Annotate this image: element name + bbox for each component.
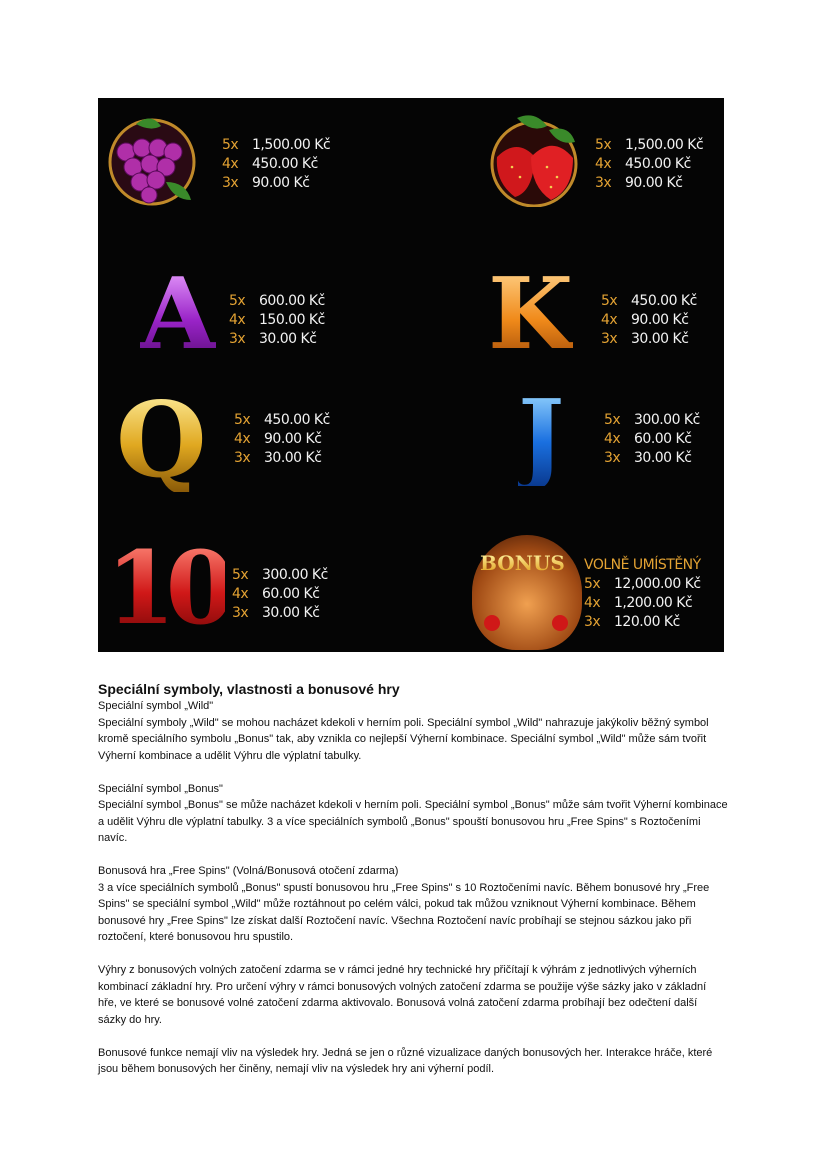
grapes-pays: 5x 1,500.00 Kč 4x 450.00 Kč 3x 90.00 Kč bbox=[222, 137, 331, 191]
free-spins-title: Bonusová hra „Free Spins" (Volná/Bonusová otočení zdarma) bbox=[98, 865, 399, 877]
bonus-body: Speciální symbol „Bonus" se může nacházet kdekoli v herním poli. Speciální symbol „Bonus" může sám tvořit Výherní kombinace a udělit Výhru dle výplatní tabulky. 3 a více speciálních symbolů „Bonus" spouští bonusovou hru „Free Spins" s Roztočeními navíc. bbox=[98, 799, 728, 844]
letter-q-icon: Q bbox=[116, 378, 207, 501]
j-pays: 5x 300.00 Kč 4x 60.00 Kč 3x 30.00 Kč bbox=[604, 412, 700, 466]
wild-title: Speciální symbol „Wild" bbox=[98, 700, 214, 712]
paytable-image bbox=[98, 98, 724, 652]
free-spins-body: 3 a více speciálních symbolů „Bonus" spustí bonusovou hru „Free Spins" s 10 Roztočeními navíc. Během bonusové hry „Free Spins" se speciální symbol „Wild" může roztáhnout po celém válci, pokud tak můžou vzniknout Výherní kombinace. Během bonusové hry „Free Spins" lze získat další Roztočení navíc. Všechna Roztočení navíc probíhají se stejnou sázkou jako při roztočení, které bonusovou hru spustilo. bbox=[98, 881, 710, 943]
rules-text bbox=[98, 680, 728, 1094]
ten-pays: 5x 300.00 Kč 4x 60.00 Kč 3x 30.00 Kč bbox=[232, 567, 328, 621]
bonus-pays: VOLNĚ UMÍSTĚNÝ 5x 12,000.00 Kč 4x 1,200.00 Kč 3x 120.00 Kč bbox=[584, 557, 701, 630]
letter-k-icon: K bbox=[488, 257, 574, 372]
grapes-icon bbox=[106, 112, 198, 207]
letter-a-icon: A bbox=[140, 257, 217, 372]
wins-paragraph: Výhry z bonusových volných zatočení zdarma se v rámci jedné hry technické hry přičítají k výhrám z jednotlivých výherních kombinací základní hry. Pro určení výhry v rámci bonusových volných zatočení zdarma se použije výše sázky jako v základní hře, ve které se bonusové volné zatočení zdarma aktivovalo. Bonusová volná zatočení zdarma probíhají bez odečtení další sázky do hry. bbox=[98, 964, 707, 1026]
number-10-icon: 10 bbox=[106, 529, 226, 647]
strawberry-pays: 5x 1,500.00 Kč 4x 450.00 Kč 3x 90.00 Kč bbox=[595, 137, 704, 191]
bonus-label: VOLNĚ UMÍSTĚNÝ bbox=[584, 557, 701, 573]
features-paragraph: Bonusové funkce nemají vliv na výsledek hry. Jedná se jen o různé vizualizace daných bonusových her. Interakce hráče, které jsou během bonusových her činěny, nemají vliv na výsledek hry ani výherní podíl. bbox=[98, 1046, 713, 1075]
letter-j-icon: J bbox=[518, 379, 565, 494]
bonus-icon bbox=[472, 535, 582, 650]
a-pays: 5x 600.00 Kč 4x 150.00 Kč 3x 30.00 Kč bbox=[229, 293, 325, 347]
k-pays: 5x 450.00 Kč 4x 90.00 Kč 3x 30.00 Kč bbox=[601, 293, 697, 347]
wild-body: Speciální symboly „Wild" se mohou nacházet kdekoli v herním poli. Speciální symbol „Wild" nahrazuje jakýkoliv běžný symbol kromě speciálního symbolu „Bonus" tak, aby vznikla co nejlepší Výherní kombinace. Speciální symbol „Wild" může sám tvořit Výherní kombinace a udělit Výhru dle výplatní tabulky. bbox=[98, 716, 709, 762]
bonus-icon-label: BONUS bbox=[480, 551, 565, 575]
strawberry-icon bbox=[487, 112, 581, 207]
section-heading: Speciální symboly, vlastnosti a bonusové hry bbox=[98, 681, 400, 697]
q-pays: 5x 450.00 Kč 4x 90.00 Kč 3x 30.00 Kč bbox=[234, 412, 330, 466]
bonus-title: Speciální symbol „Bonus" bbox=[98, 782, 223, 795]
